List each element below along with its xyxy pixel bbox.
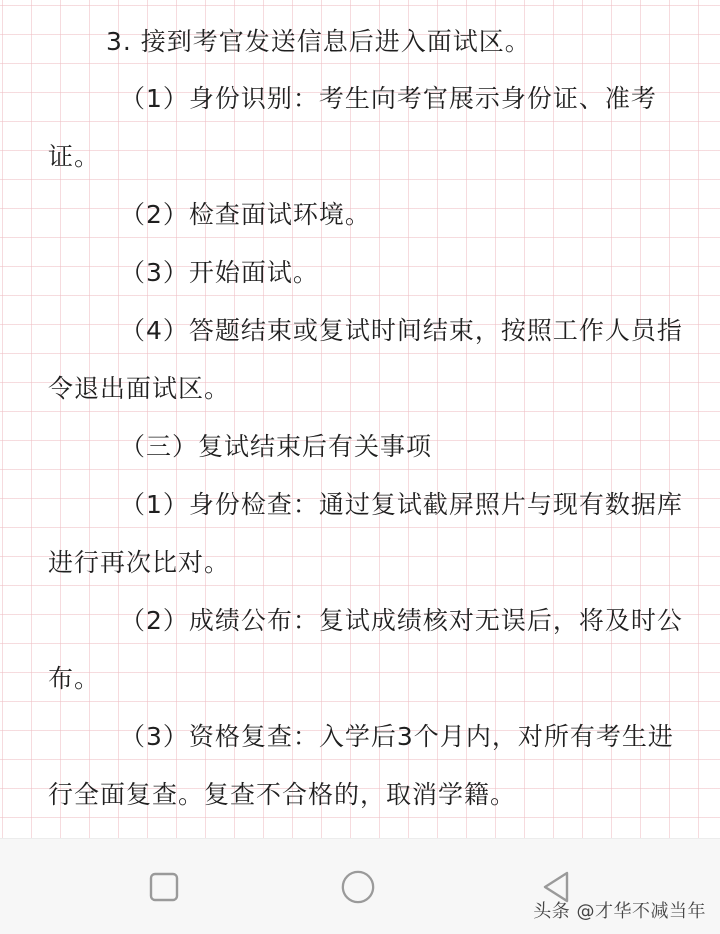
system-navigation-bar [0, 838, 720, 934]
text-line: 3. 接到考官发送信息后进入面试区。 [106, 27, 531, 56]
text-line: （1）身份识别：考生向考官展示身份证、准考 [120, 84, 657, 113]
circle-icon [340, 868, 376, 906]
text-line: 进行再次比对。 [48, 548, 231, 577]
text-line: （1）身份检查：通过复试截屏照片与现有数据库 [120, 490, 683, 519]
text-line: （3）资格复查：入学后3个月内，对所有考生进 [120, 722, 674, 751]
home-button[interactable] [340, 869, 376, 905]
text-line: 令退出面试区。 [48, 374, 231, 403]
section-heading: （三）复试结束后有关事项 [120, 432, 433, 461]
recent-apps-button[interactable] [146, 869, 182, 905]
text-line: （2）成绩公布：复试成绩核对无误后，将及时公 [120, 606, 683, 635]
text-line: （4）答题结束或复试时间结束，按照工作人员指 [120, 316, 683, 345]
square-icon [148, 871, 180, 903]
text-line: 证。 [48, 142, 101, 171]
text-line: （3）开始面试。 [120, 258, 319, 287]
watermark-text: 头条 @才华不减当年 [533, 901, 706, 922]
text-line: （2）检查面试环境。 [120, 200, 371, 229]
text-line: 布。 [48, 664, 101, 693]
text-line: 行全面复查。复查不合格的，取消学籍。 [48, 780, 517, 809]
